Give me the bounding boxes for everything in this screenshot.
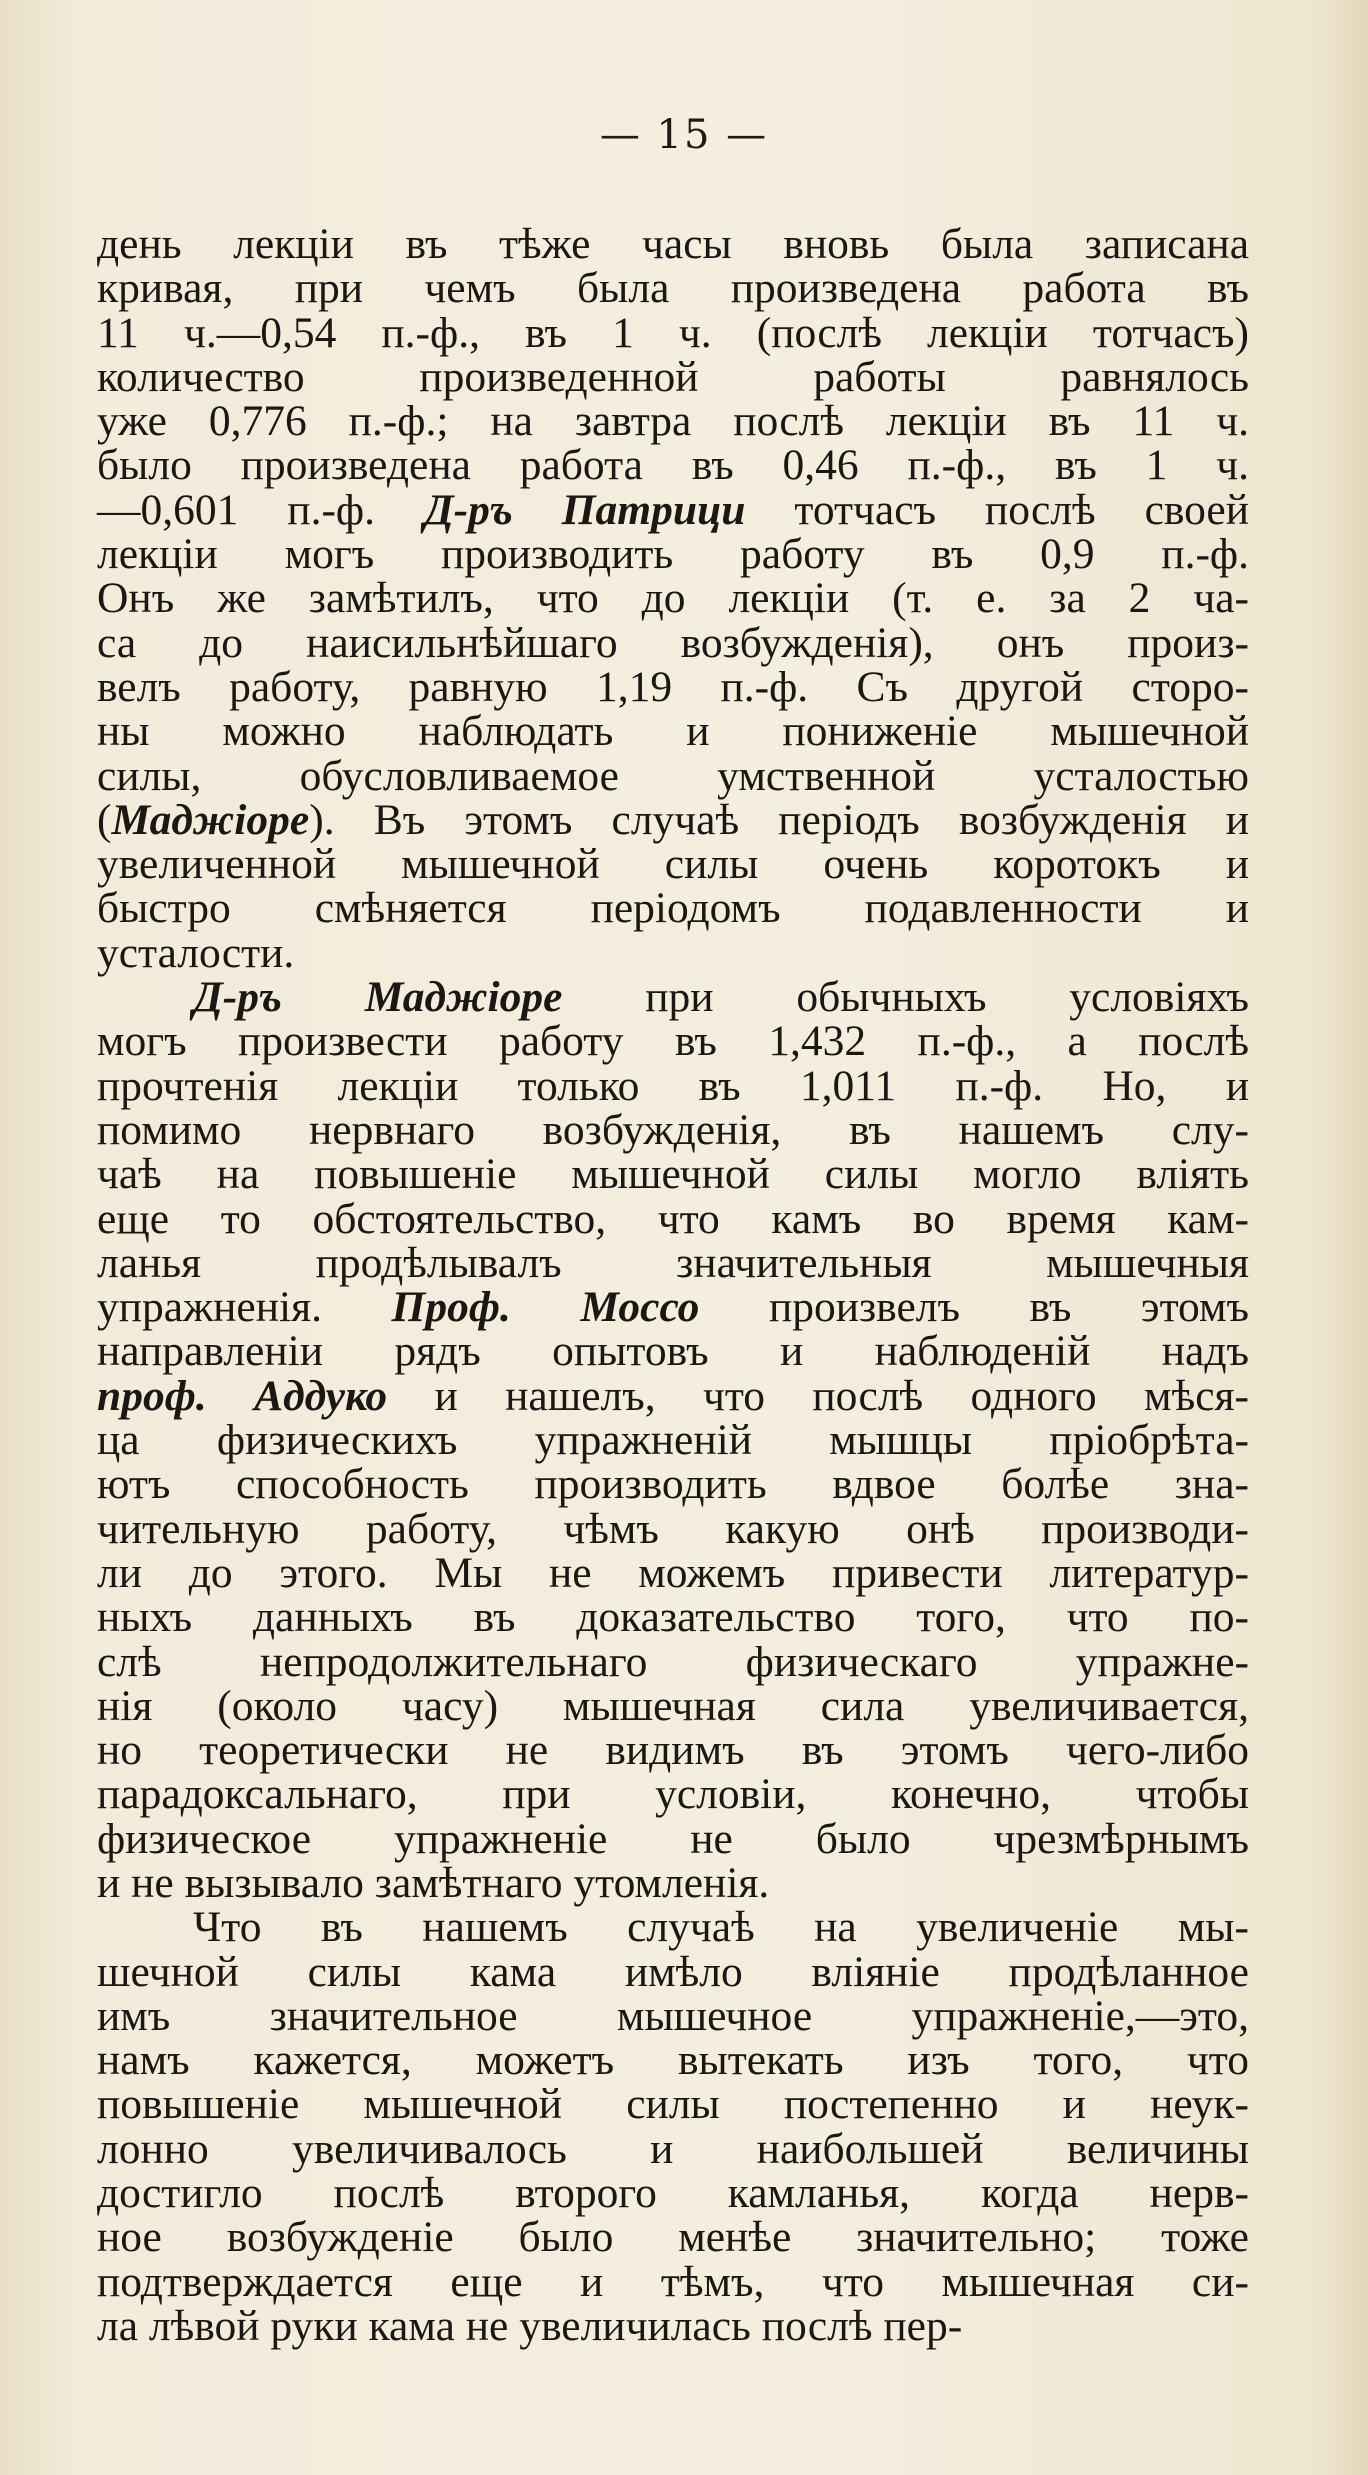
text-line: (Маджіоре). Въ этомъ случаѣ періодъ возбужденія и	[97, 795, 1249, 844]
text-line: повышеніе мышечной силы постепенно и неук-	[97, 2080, 1249, 2129]
text-line: было произведена работа въ 0,46 п.-ф., въ 1 ч.	[97, 441, 1249, 490]
text-line: помимо нервнаго возбужденія, въ нашемъ слу-	[97, 1105, 1249, 1154]
text-line: ное возбужденіе было менѣе значительно; тоже	[97, 2213, 1249, 2262]
text-line: ли до этого. Мы не можемъ привести литератур-	[97, 1548, 1249, 1597]
text-line: проф. Аддуко и нашелъ, что послѣ одного мѣся-	[97, 1371, 1249, 1420]
text-line: са до наисильнѣйшаго возбужденія), онъ произ-	[97, 618, 1249, 667]
text-line: ютъ способность производить вдвое болѣе зна-	[97, 1460, 1249, 1509]
text-line: ны можно наблюдать и пониженіе мышечной	[97, 707, 1249, 756]
text-line: усталости.	[97, 928, 295, 977]
text-line: достигло послѣ второго камланья, когда нерв-	[97, 2169, 1249, 2218]
text-line: количество произведенной работы равнялось	[97, 352, 1249, 401]
body-text	[97, 222, 1249, 2348]
text-line: ланья продѣлывалъ значительныя мышечныя	[97, 1238, 1249, 1287]
text-line: имъ значительное мышечное упражненіе,—это,	[97, 1991, 1249, 2040]
text-line: упражненія. Проф. Моссо произвелъ въ этомъ	[97, 1283, 1249, 1332]
paragraph	[97, 222, 1249, 975]
page-number: — 15 —	[599, 112, 769, 158]
text-line: силы, обусловливаемое умственной усталостью	[97, 751, 1249, 800]
paragraph	[97, 975, 1249, 1905]
text-line: —0,601 п.-ф. Д-ръ Патрици тотчасъ послѣ своей	[97, 485, 1249, 534]
text-line: Онъ же замѣтилъ, что до лекціи (т. е. за 2 ча-	[97, 574, 1249, 623]
text-line: могъ произвести работу въ 1,432 п.-ф., а послѣ	[97, 1017, 1249, 1066]
text-line: шечной силы кама имѣло вліяніе продѣланное	[97, 1947, 1249, 1996]
text-line: чительную работу, чѣмъ какую онѣ производи-	[97, 1504, 1249, 1553]
text-line: увеличенной мышечной силы очень коротокъ и	[97, 840, 1249, 889]
text-line: ныхъ данныхъ въ доказательство того, что по-	[97, 1593, 1249, 1642]
text-line: ца физическихъ упражненій мышцы пріобрѣта-	[97, 1416, 1249, 1465]
text-line: подтверждается еще и тѣмъ, что мышечная си-	[97, 2257, 1249, 2306]
text-line: парадоксальнаго, при условіи, конечно, чтобы	[97, 1770, 1249, 1819]
text-line: Что въ нашемъ случаѣ на увеличеніе мы-	[193, 1903, 1249, 1952]
text-line: нія (около часу) мышечная сила увеличивается,	[97, 1681, 1249, 1730]
text-line: слѣ непродолжительнаго физическаго упражне-	[97, 1637, 1249, 1686]
text-line: уже 0,776 п.-ф.; на завтра послѣ лекціи въ 11 ч.	[97, 397, 1249, 446]
text-line: Д-ръ Маджіоре при обычныхъ условіяхъ	[193, 973, 1250, 1022]
text-line: но теоретически не видимъ въ этомъ чего-либо	[97, 1726, 1249, 1775]
text-line: лекціи могъ производить работу въ 0,9 п.-ф.	[97, 530, 1249, 579]
text-line: еще то обстоятельство, что камъ во время кам-	[97, 1194, 1249, 1243]
text-line: чаѣ на повышеніе мышечной силы могло вліять	[97, 1150, 1249, 1199]
text-line: быстро смѣняется періодомъ подавленности и	[97, 884, 1249, 933]
text-line: кривая, при чемъ была произведена работа въ	[97, 264, 1249, 313]
text-line: день лекціи въ тѣже часы вновь была записана	[97, 220, 1249, 268]
paragraph	[97, 1905, 1249, 2348]
text-line: и не вызывало замѣтнаго утомленія.	[97, 1858, 770, 1907]
text-line: прочтенія лекціи только въ 1,011 п.-ф. Но, и	[97, 1061, 1249, 1110]
text-line: намъ кажется, можетъ вытекать изъ того, что	[97, 2036, 1249, 2085]
text-line: велъ работу, равную 1,19 п.-ф. Съ другой сторо-	[97, 662, 1249, 711]
text-line: 11 ч.—0,54 п.-ф., въ 1 ч. (послѣ лекціи тотчасъ)	[97, 308, 1249, 357]
text-line: направленіи рядъ опытовъ и наблюденій надъ	[97, 1327, 1249, 1376]
text-line: физическое упражненіе не было чрезмѣрнымъ	[97, 1814, 1249, 1863]
text-line: лонно увеличивалось и наибольшей величины	[97, 2124, 1249, 2173]
text-line: ла лѣвой руки кама не увеличилась послѣ пер-	[97, 2301, 963, 2350]
